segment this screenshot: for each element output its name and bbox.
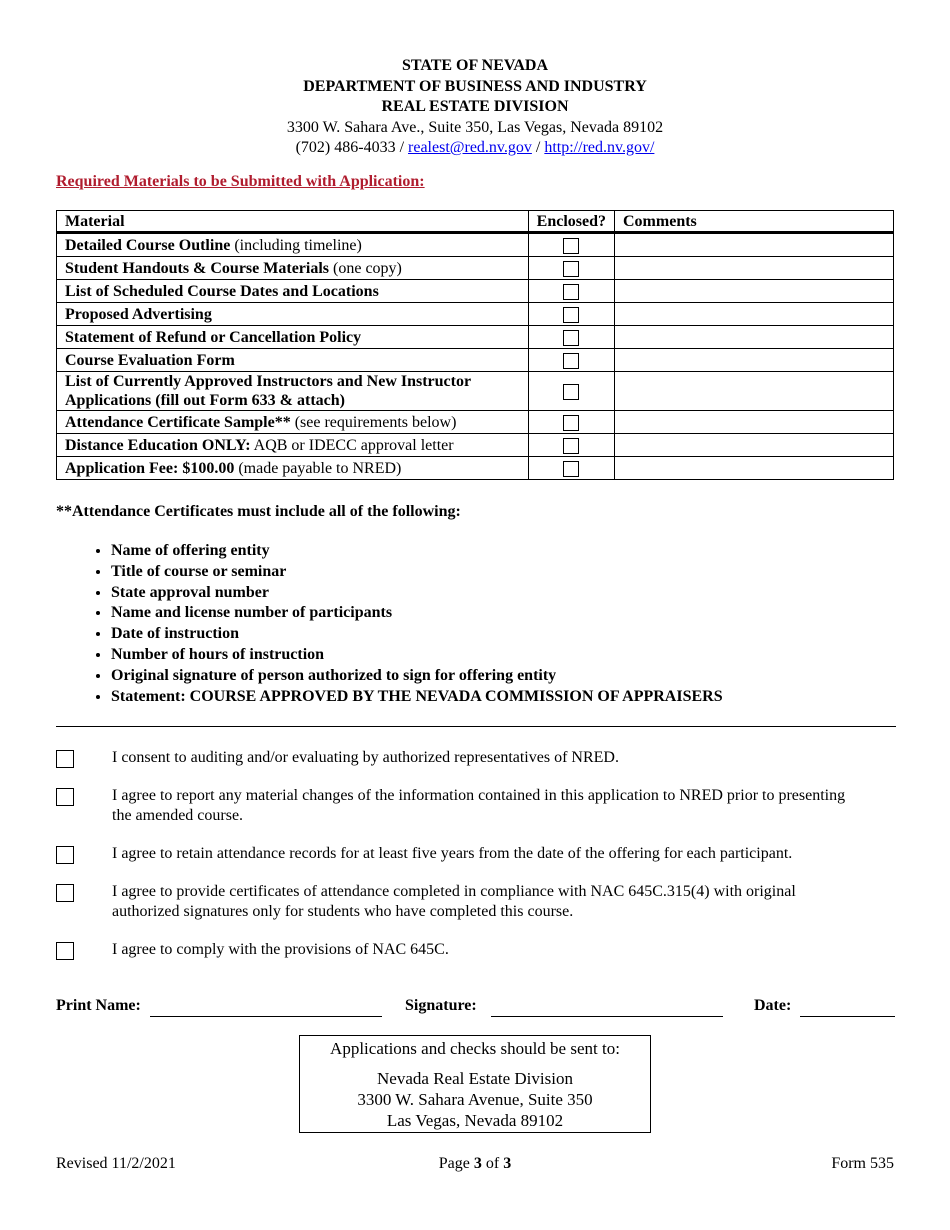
list-item: • Name and license number of participants	[111, 603, 723, 624]
comments-cell[interactable]	[615, 233, 894, 257]
enclosed-checkbox[interactable]	[563, 384, 579, 400]
enclosed-checkbox[interactable]	[563, 461, 579, 477]
letterhead	[0, 56, 950, 159]
comments-cell[interactable]	[615, 372, 894, 411]
table-row: Proposed Advertising	[57, 303, 894, 326]
comments-cell[interactable]	[615, 303, 894, 326]
print-name-field[interactable]	[150, 1016, 382, 1017]
list-item: • Title of course or seminar	[111, 562, 723, 583]
comments-cell[interactable]	[615, 257, 894, 280]
date-field[interactable]	[800, 1016, 895, 1017]
table-row: Distance Education ONLY: AQB or IDECC approval letter	[57, 434, 894, 457]
enclosed-checkbox[interactable]	[563, 238, 579, 254]
table-row: Detailed Course Outline (including timeline)	[57, 233, 894, 257]
list-item: • Number of hours of instruction	[111, 645, 723, 666]
agreement-checkbox[interactable]	[56, 846, 74, 864]
list-item: • Original signature of person authorized to sign for offering entity	[111, 666, 723, 687]
comments-cell[interactable]	[615, 280, 894, 303]
enclosed-checkbox[interactable]	[563, 438, 579, 454]
email-link[interactable]: realest@red.nv.gov	[408, 139, 532, 156]
mailing-address: Nevada Real Estate Division 3300 W. Sahara Avenue, Suite 350 Las Vegas, Nevada 89102	[357, 1069, 593, 1130]
phone-number: (702) 486-4033	[295, 139, 396, 156]
comments-cell[interactable]	[615, 411, 894, 434]
website-link[interactable]: http://red.nv.gov/	[544, 139, 655, 156]
agreement-text: I agree to retain attendance records for at least five years from the date of the offering for each participant.	[112, 845, 793, 862]
attendance-requirements-title: **Attendance Certificates must include all of the following:	[56, 503, 461, 520]
mailing-instructions: Applications and checks should be sent to:	[330, 1039, 620, 1058]
print-name-label: Print Name:	[56, 997, 141, 1014]
agreement-text: I agree to report any material changes of the information contained in this application to NRED prior to presenting the amended course.	[112, 787, 846, 824]
division-title: REAL ESTATE DIVISION	[381, 98, 569, 115]
agreement-checkbox[interactable]	[56, 884, 74, 902]
state-title: STATE OF NEVADA	[401, 57, 549, 74]
table-row: Application Fee: $100.00 (made payable to NRED)	[57, 457, 894, 480]
agreement-checkbox[interactable]	[56, 788, 74, 806]
department-title: DEPARTMENT OF BUSINESS AND INDUSTRY	[303, 77, 647, 95]
page-number: Page 3 of 3	[438, 1155, 512, 1172]
list-item: • Date of instruction	[111, 624, 723, 645]
revision-date: Revised 11/2/2021	[56, 1155, 176, 1172]
mailing-address-box	[299, 1035, 651, 1133]
table-row: Student Handouts & Course Materials (one copy)	[57, 257, 894, 280]
form-number: Form 535	[831, 1155, 894, 1172]
agreement-text: I consent to auditing and/or evaluating by authorized representatives of NRED.	[112, 749, 619, 766]
list-item: • Statement: COURSE APPROVED BY THE NEVADA COMMISSION OF APPRAISERS	[111, 687, 723, 708]
date-label: Date:	[754, 997, 792, 1014]
comments-cell[interactable]	[615, 457, 894, 480]
table-row: Statement of Refund or Cancellation Policy	[57, 326, 894, 349]
agreement-text: I agree to comply with the provisions of NAC 645C.	[112, 941, 449, 958]
agreement-text: I agree to provide certificates of attendance completed in compliance with NAC 645C.315(4) with original authorized signatures only for students who have completed this course.	[112, 883, 796, 920]
section-divider	[56, 726, 896, 727]
col-header-comments: Comments	[615, 211, 894, 233]
list-item: • Name of offering entity	[111, 541, 723, 562]
agreement-checkbox[interactable]	[56, 942, 74, 960]
col-header-material: Material	[57, 211, 529, 233]
table-row: Attendance Certificate Sample** (see requirements below)	[57, 411, 894, 434]
enclosed-checkbox[interactable]	[563, 261, 579, 277]
required-materials-title: Required Materials to be Submitted with Application:	[56, 173, 425, 190]
table-row: List of Currently Approved Instructors and New Instructor Applications (fill out Form 633 & attach)	[57, 372, 894, 411]
enclosed-checkbox[interactable]	[563, 353, 579, 369]
comments-cell[interactable]	[615, 349, 894, 372]
signature-field[interactable]	[491, 1016, 723, 1017]
enclosed-checkbox[interactable]	[563, 307, 579, 323]
table-row: List of Scheduled Course Dates and Locations	[57, 280, 894, 303]
signature-label: Signature:	[405, 997, 477, 1014]
list-item: • State approval number	[111, 583, 723, 604]
signature-row	[56, 997, 896, 1019]
attendance-requirements-list	[56, 541, 723, 707]
comments-cell[interactable]	[615, 434, 894, 457]
enclosed-checkbox[interactable]	[563, 284, 579, 300]
comments-cell[interactable]	[615, 326, 894, 349]
table-row: Course Evaluation Form	[57, 349, 894, 372]
contact-line: (702) 486-4033 / realest@red.nv.gov / http://red.nv.gov/	[295, 139, 655, 156]
office-address: 3300 W. Sahara Ave., Suite 350, Las Vegas, Nevada 89102	[286, 118, 664, 136]
enclosed-checkbox[interactable]	[563, 330, 579, 346]
agreement-checkbox[interactable]	[56, 750, 74, 768]
col-header-enclosed: Enclosed?	[528, 211, 614, 233]
enclosed-checkbox[interactable]	[563, 415, 579, 431]
materials-table	[56, 210, 894, 480]
